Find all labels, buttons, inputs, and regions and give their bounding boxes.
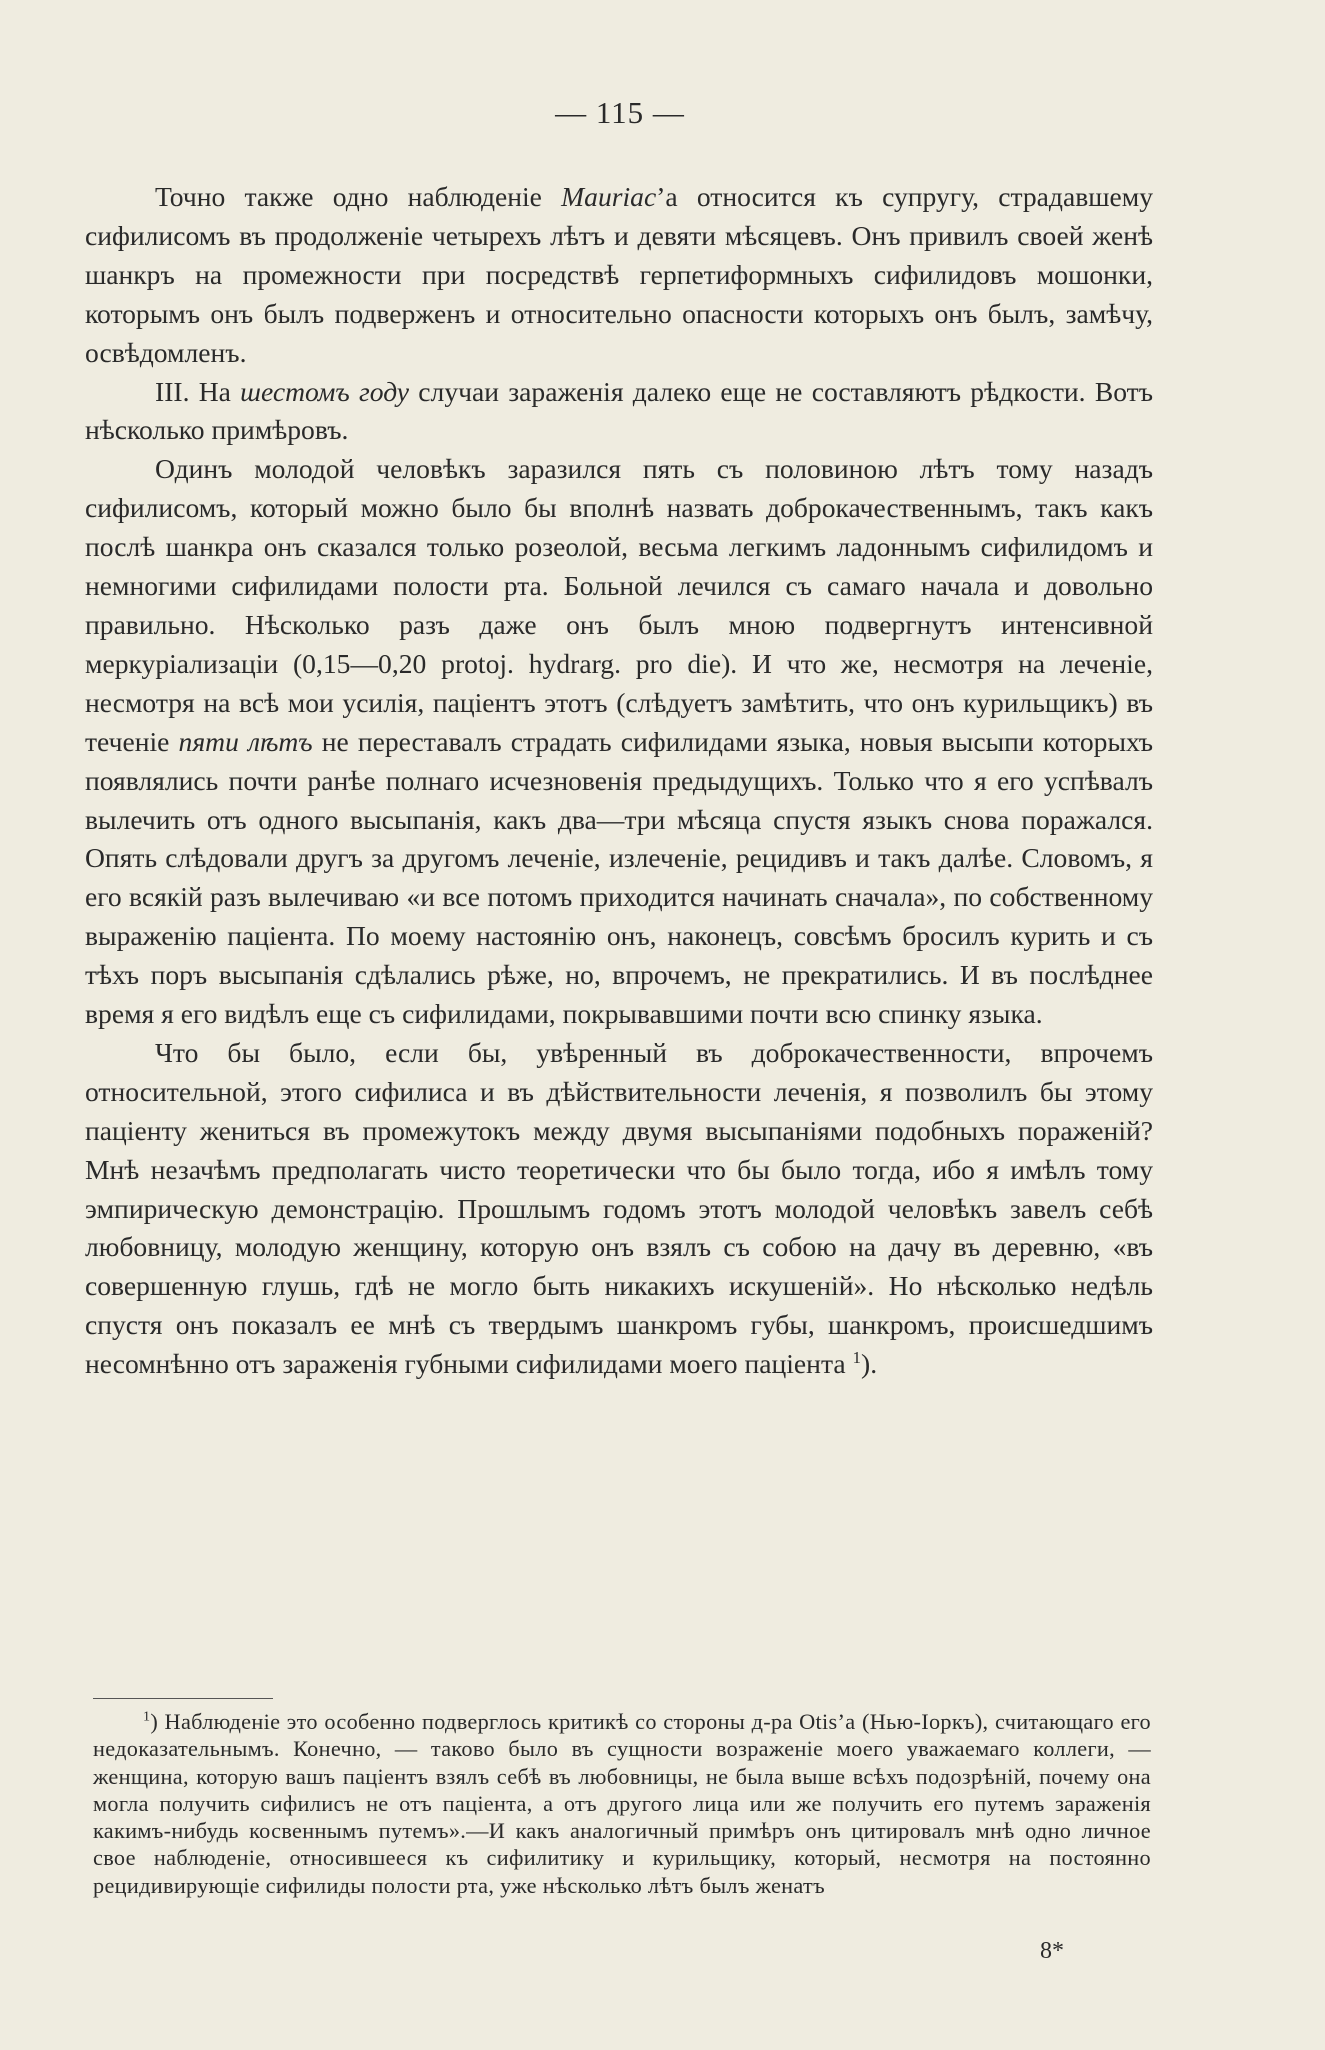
footnote-text: ) Наблюденіе это особенно подверглось критикѣ со стороны д-ра Otis’а (Нью-Іоркъ), считающаго его недоказательнымъ. Конечно, — таково было въ сущности возраженіе моего уважаемаго коллеги, — женщина, которую вашъ паціентъ взялъ себѣ въ любовницы, не была выше всѣхъ подозрѣній, почему она могла получить сифилисъ не отъ паціента, а отъ другого лица или же получить его путемъ зараженія какимъ-нибудь косвеннымъ путемъ».—И какъ аналогичный примѣръ онъ цитировалъ мнѣ одно личное свое наблюденіе, относившееся къ сифилитику и курильщику, который, несмотря на постоянно рецидивирующіе сифилиды полости рта, уже нѣсколько лѣтъ былъ женатъ xyxy=(93,1709,1151,1898)
footnote-mark: 1 xyxy=(143,1709,151,1725)
footnote xyxy=(93,1708,1151,1899)
paragraph-text: Одинъ молодой человѣкъ заразился пять съ половиною лѣтъ тому назадъ сифилисомъ, который можно было бы вполнѣ назвать доброкачественнымъ, такъ какъ послѣ шанкра онъ сказался только розеолой, весьма легкимъ ладоннымъ сифилидомъ и немногими сифилидами полости рта. Больной лечился съ самаго начала и довольно правильно. Нѣсколько разъ даже онъ былъ мною подвергнутъ интенсивной меркуріализаціи (0,15—0,20 protoj. hydrarg. pro die). И что же, несмотря на леченіе, несмотря на всѣ мои усилія, паціентъ этотъ (слѣдуетъ замѣтить, что онъ курильщикъ) въ теченіе xyxy=(85,453,1153,757)
italic-phrase: пяти лѣтъ xyxy=(178,725,313,757)
signature-mark: 8* xyxy=(1040,1938,1064,1964)
paragraph-text: Точно также одно наблюденіе xyxy=(155,181,562,212)
paragraph-text: III. На xyxy=(155,375,241,407)
page-number: — 115 — xyxy=(555,95,685,130)
paragraph-mauriac xyxy=(85,178,1153,373)
paragraph-text: случаи зараженія далеко еще не составляютъ рѣдкости. Вотъ нѣсколько примѣровъ. xyxy=(85,375,1153,446)
italic-name: Mauriac xyxy=(561,181,657,212)
footnote-reference[interactable]: 1 xyxy=(852,1348,861,1367)
paragraph-text: ’а относится къ супругу, страдавшему сифилисомъ въ продолженіе четырехъ лѣтъ и девяти мѣсяцевъ. Онъ привилъ своей женѣ шанкръ на промежности при посредствѣ герпетиформныхъ сифилидовъ мошонки, которымъ онъ былъ подверженъ и относительно опасности которыхъ онъ былъ, замѣчу, освѣдомленъ. xyxy=(85,181,1153,368)
footnote-paragraph xyxy=(93,1708,1151,1899)
paragraph-young-man-case xyxy=(85,450,1153,1034)
paragraph-text: Что бы было, если бы, увѣренный въ доброкачественности, впрочемъ относительной, этого сифилиса и въ дѣйствительности леченія, я позволилъ бы этому паціенту жениться въ промежутокъ между двумя высыпаніями подобныхъ пораженій? Мнѣ незачѣмъ предполагать чисто теоретически что бы было тогда, ибо я имѣлъ тому эмпирическую демонстрацію. Прошлымъ годомъ этотъ молодой человѣкъ завелъ себѣ любовницу, молодую женщину, которую онъ взялъ съ собою на дачу въ деревню, «въ совершенную глушь, гдѣ не могло быть никакихъ искушеній». Но нѣсколько недѣль спустя онъ показалъ ее мнѣ съ твердымъ шанкромъ губы, шанкромъ, происшедшимъ несомнѣнно отъ зараженія губными сифилидами моего паціента xyxy=(85,1036,1153,1380)
main-text xyxy=(85,178,1153,1384)
paragraph-what-if xyxy=(85,1034,1153,1384)
italic-phrase: шестомъ году xyxy=(240,375,410,407)
paragraph-text: не переставалъ страдать сифилидами языка, новыя высыпи которыхъ появлялись почти ранѣе полнаго исчезновенія предыдущихъ. Только что я его успѣвалъ вылечить отъ одного высыпанія, какъ два—три мѣсяца спустя языкъ снова поражался. Опять слѣдовали другъ за другомъ леченіе, излеченіе, рецидивъ и такъ далѣе. Словомъ, я его всякій разъ вылечиваю «и все потомъ приходится начинать сначала», по собственному выраженію паціента. По моему настоянію онъ, наконецъ, совсѣмъ бросилъ курить и съ тѣхъ поръ высыпанія сдѣлались рѣже, но, впрочемъ, не прекратились. И въ послѣднее время я его видѣлъ еще съ сифилидами, покрывавшими почти всю спинку языка. xyxy=(85,725,1153,1030)
paragraph-sixth-year xyxy=(85,373,1153,451)
paragraph-text: ). xyxy=(861,1348,878,1380)
footnote-divider xyxy=(93,1698,273,1699)
